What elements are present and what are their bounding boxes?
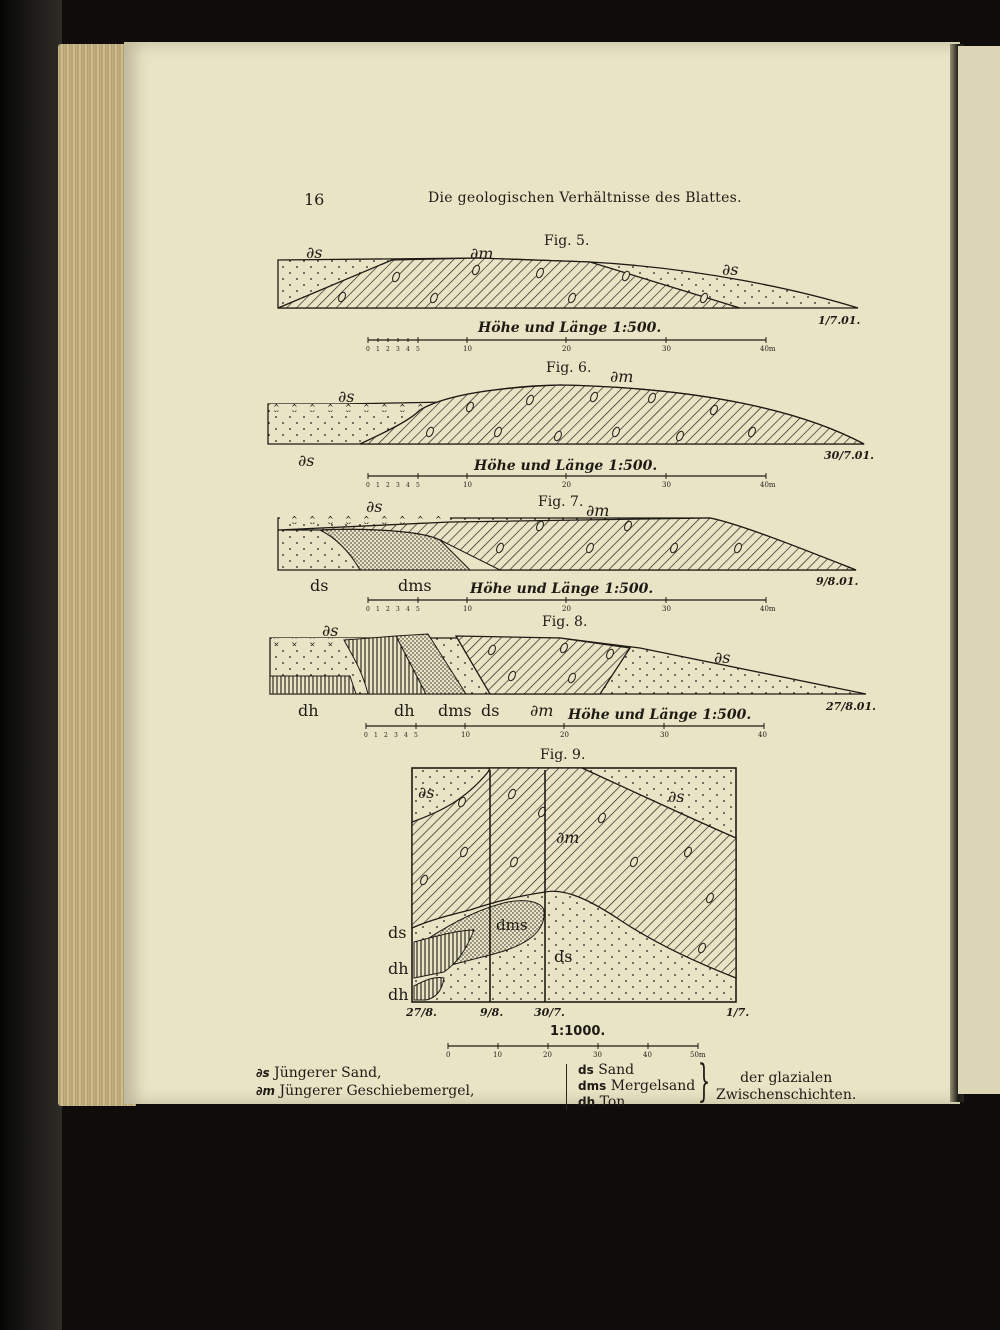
fig8-date: 27/8.01.	[826, 700, 876, 713]
fig9-date-2: 9/8.	[480, 1006, 504, 1019]
fig7-tick-3: 3	[396, 606, 400, 613]
fig7-tick-1: 1	[376, 606, 380, 613]
fig6-ds-bottom: ∂s	[298, 451, 315, 470]
fig6-soil-layer	[270, 404, 440, 412]
fig5-tick-2: 2	[386, 346, 390, 353]
fig7-tick-0: 0	[366, 606, 370, 613]
fig9-tick-30: 30	[593, 1051, 602, 1059]
fig8-ds-right: ∂s	[714, 648, 731, 667]
fig7-tick-5: 5	[416, 606, 420, 613]
fig8-tick-4: 4	[404, 732, 408, 739]
fig6-tick-1: 1	[376, 482, 380, 489]
fig6-tick-4: 4	[406, 482, 410, 489]
fig6-scalebar	[366, 473, 776, 489]
legend-young-sand	[256, 1064, 474, 1082]
fig8-label: Fig. 8.	[542, 614, 588, 630]
fig7-dms-label: dms	[398, 576, 432, 595]
fig9-scalebar	[446, 1043, 706, 1059]
legend-young-sand-text: Jüngerer Sand,	[274, 1065, 382, 1081]
legend-young-sand-symbol: ∂s	[256, 1066, 270, 1080]
fig9-tick-50: 50m	[690, 1051, 706, 1059]
fig5-ds-left: ∂s	[306, 243, 323, 262]
fig8-tick-20: 20	[560, 731, 569, 739]
running-title: Die geologischen Verhältnisse des Blattes.	[428, 190, 742, 206]
fig5-tick-40: 40m	[760, 345, 776, 353]
legend-group-line2: Zwischenschichten.	[716, 1087, 857, 1103]
legend-sand-symbol: ds	[578, 1063, 594, 1077]
fig9-dms: dms	[496, 916, 528, 934]
fig6	[268, 360, 874, 489]
legend-group	[716, 1070, 856, 1104]
fig7-label: Fig. 7.	[538, 494, 584, 510]
fig8-clay-left	[270, 676, 356, 694]
fig7-tick-30: 30	[662, 605, 671, 613]
fig5-tick-5: 5	[416, 346, 420, 353]
legend-marlsand-symbol: dms	[578, 1079, 607, 1093]
fig7-tick-10: 10	[463, 605, 472, 613]
fig9-ds-mid: ds	[554, 947, 573, 966]
legend-clay-symbol: dh	[578, 1095, 596, 1109]
legend-sand-text: Sand	[598, 1062, 635, 1078]
fig8-ds-top: ∂s	[322, 621, 339, 640]
fig8-tick-5: 5	[414, 732, 418, 739]
fig5-tick-30: 30	[662, 345, 671, 353]
fig6-tick-10: 10	[463, 481, 472, 489]
legend-young-marl	[256, 1082, 474, 1100]
fig6-tick-5: 5	[416, 482, 420, 489]
fig8-dh1: dh	[298, 701, 319, 720]
fig8	[270, 614, 876, 739]
fig9-side-dh2: dh	[388, 985, 409, 1004]
fig5-date: 1/7.01.	[818, 314, 861, 327]
legend-glacial	[578, 1062, 695, 1110]
legend-divider	[566, 1064, 567, 1110]
fig8-ds: ds	[481, 701, 500, 720]
legend-marlsand	[578, 1078, 695, 1094]
fig9-tick-20: 20	[543, 1051, 552, 1059]
fig5-scalebar	[366, 337, 776, 353]
legend-clay-text: Ton	[599, 1094, 626, 1110]
fig5-ds-right: ∂s	[722, 260, 739, 279]
fig8-scale-text: Höhe und Länge 1:500.	[568, 707, 752, 723]
fig7-dm: ∂m	[586, 501, 610, 520]
fig5-scale-text: Höhe und Länge 1:500.	[478, 320, 662, 336]
legend-marlsand-text: Mergelsand	[610, 1078, 696, 1094]
fig9-tick-40: 40	[643, 1051, 652, 1059]
fig9-ds-tl: ∂s	[418, 783, 435, 802]
fig9-label: Fig. 9.	[540, 747, 586, 763]
fig5-tick-1: 1	[376, 346, 380, 353]
fig9-dm: ∂m	[556, 828, 580, 847]
fig9-side-ds: ds	[388, 923, 407, 942]
fig9-tick-10: 10	[493, 1051, 502, 1059]
fig7-tick-2: 2	[386, 606, 390, 613]
fig7-scalebar	[366, 597, 776, 613]
fig6-date: 30/7.01.	[824, 449, 874, 462]
fig7-tick-20: 20	[562, 605, 571, 613]
fig7-date: 9/8.01.	[816, 575, 859, 588]
fig9-ds-tr: ∂s	[668, 787, 685, 806]
fig5-tick-0: 0	[366, 346, 370, 353]
legend-young-marl-symbol: ∂m	[256, 1084, 276, 1098]
fig6-tick-2: 2	[386, 482, 390, 489]
legend-clay	[578, 1094, 695, 1110]
fig6-tick-40: 40m	[760, 481, 776, 489]
fig8-tick-40: 40	[758, 731, 767, 739]
fig9-scale-text: 1:1000.	[550, 1024, 606, 1039]
fig8-tick-3: 3	[394, 732, 398, 739]
fig8-tick-10: 10	[461, 731, 470, 739]
fig8-dms: dms	[438, 701, 472, 720]
legend-young	[256, 1064, 474, 1100]
fig8-scalebar	[364, 723, 767, 739]
fig9-date-4: 1/7.	[726, 1006, 750, 1019]
fig9-tick-0: 0	[446, 1051, 451, 1059]
fig8-tick-2: 2	[384, 732, 388, 739]
fig5-label: Fig. 5.	[544, 233, 590, 249]
fig7-scale-text: Höhe und Länge 1:500.	[470, 581, 654, 597]
fig5-tick-4: 4	[406, 346, 410, 353]
fig6-dm: ∂m	[610, 367, 634, 386]
fig6-tick-30: 30	[662, 481, 671, 489]
fig6-label: Fig. 6.	[546, 360, 592, 376]
fig9-date-1: 27/8.	[406, 1006, 437, 1019]
legend-young-marl-text: Jüngerer Geschiebemergel,	[279, 1083, 475, 1099]
fig6-tick-20: 20	[562, 481, 571, 489]
fig5	[278, 233, 860, 353]
fig7-tick-4: 4	[406, 606, 410, 613]
legend-brace: }	[697, 1056, 711, 1107]
legend-group-line1: der glazialen	[740, 1070, 833, 1086]
page-number: 16	[304, 190, 325, 209]
fig7-ds-top: ∂s	[366, 497, 383, 516]
fig8-tick-0: 0	[364, 732, 368, 739]
fig9	[388, 747, 749, 1059]
fig7-tick-40: 40m	[760, 605, 776, 613]
fig8-tick-30: 30	[660, 731, 669, 739]
fig9-date-3: 30/7.	[534, 1006, 565, 1019]
fig6-tick-3: 3	[396, 482, 400, 489]
fig5-dm: ∂m	[470, 244, 494, 263]
fig8-tick-1: 1	[374, 732, 378, 739]
fig6-ds-top: ∂s	[338, 387, 355, 406]
fig5-tick-20: 20	[562, 345, 571, 353]
fig9-side-dh1: dh	[388, 959, 409, 978]
fig7	[278, 494, 858, 613]
fig6-tick-0: 0	[366, 482, 370, 489]
fig5-tick-10: 10	[463, 345, 472, 353]
fig7-ds-label: ds	[310, 576, 329, 595]
fig6-marl-body	[360, 385, 864, 444]
fig8-dm: ∂m	[530, 701, 554, 720]
fig8-dh2: dh	[394, 701, 415, 720]
fig6-scale-text: Höhe und Länge 1:500.	[474, 458, 658, 474]
fig5-tick-3: 3	[396, 346, 400, 353]
legend-sand	[578, 1062, 695, 1078]
